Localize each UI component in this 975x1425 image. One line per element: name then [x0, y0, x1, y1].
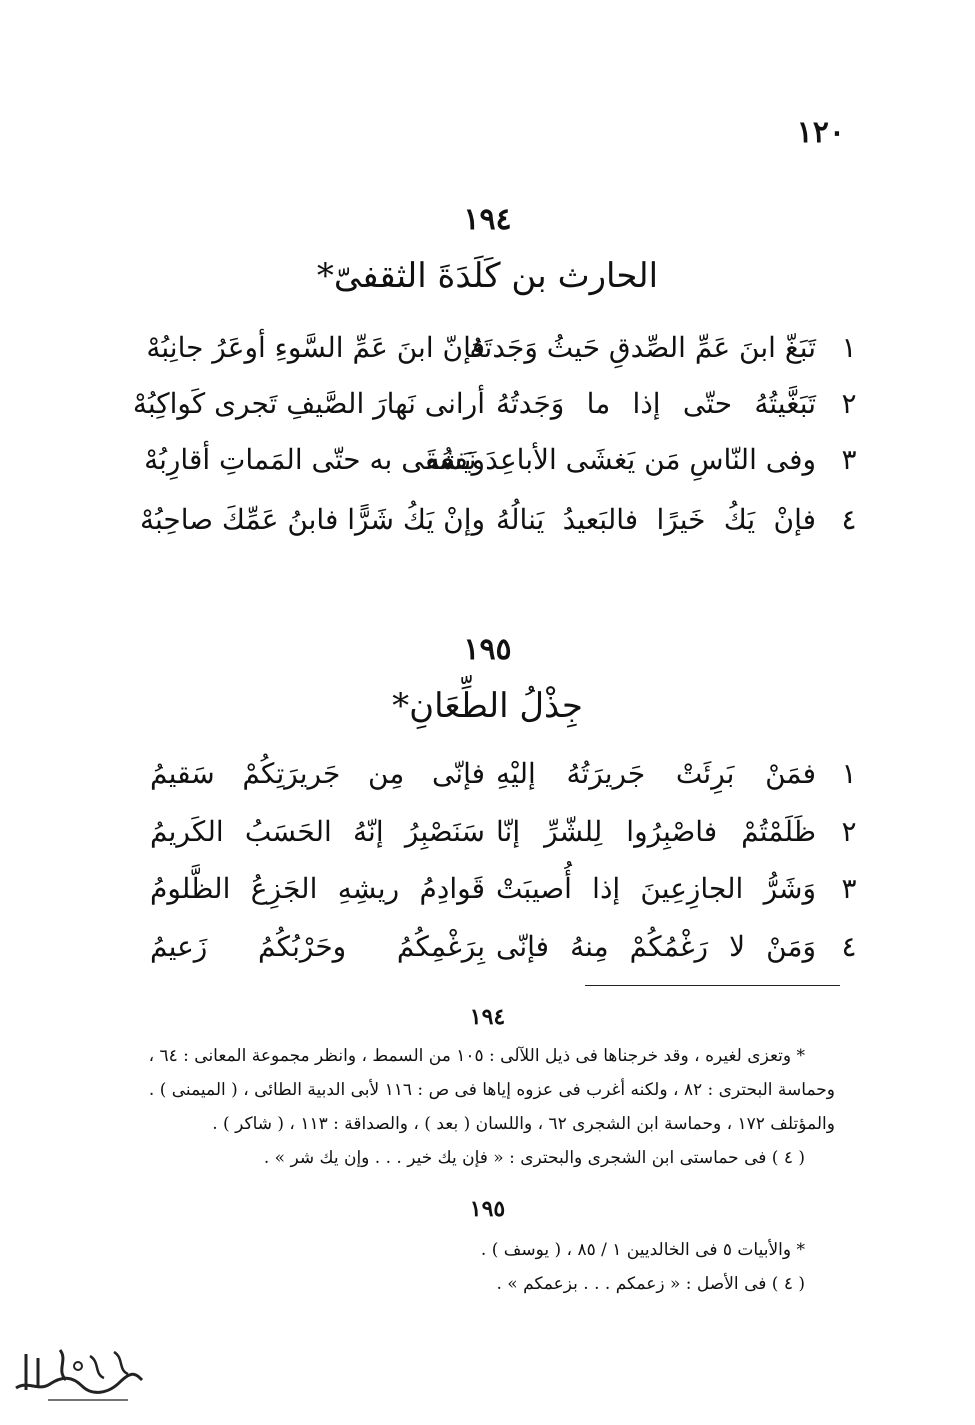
- verse-second-hemistich: فإنّى مِن جَريرَتِكُمْ سَقيمُ: [150, 757, 485, 790]
- footnote-divider: [585, 985, 840, 986]
- verse-number: ٢: [841, 387, 857, 420]
- verse-line: [150, 867, 862, 911]
- verse-second-hemistich: وإنْ يَكُ شَرًّا فابنُ عَمِّكَ صاحِبُهْ: [139, 503, 485, 536]
- verse-second-hemistich: سَنَصْبِرُ إنّهُ الحَسَبُ الكَريمُ: [150, 815, 485, 848]
- footnote-number: ١٩٤: [469, 1004, 506, 1030]
- verse-first-hemistich: وَمَنْ لا رَغْمُكُمْ مِنهُ فإنّى: [496, 930, 816, 963]
- verse-first-hemistich: تَبَغّ ابنَ عَمِّ الصِّدقِ حَيثُ وَجَدتَهُ: [469, 331, 816, 364]
- verse-number: ٤: [841, 503, 857, 536]
- footnote-number: ١٩٥: [469, 1196, 506, 1222]
- verse-line: [132, 382, 862, 426]
- verse-number: ٢: [841, 815, 857, 848]
- poem-title: جِذْلُ الطِّعَانِ*: [392, 686, 583, 726]
- footnote-line: ( ٤ ) فى الأصل : « زعمكم . . . بزعمكم » .: [496, 1274, 805, 1294]
- footnote-line: والمؤتلف ١٧٢ ، وحماسة ابن الشجرى ٦٢ ، واللسان ( بعد ) ، والصداقة : ١١٣ ، ( شاكر ) .: [212, 1114, 835, 1134]
- verse-line: [144, 438, 862, 482]
- footnote-line: وحماسة البحترى : ٨٢ ، ولكنه أغرب فى عزوه إياها فى ص : ١١٦ لأبى الدبية الطائى ، ( الميمنى ) .: [148, 1080, 835, 1100]
- poem-title: الحارث بن كَلَدَةَ الثقفىّ*: [316, 256, 659, 296]
- verse-line: [150, 925, 862, 969]
- verse-number: ١: [841, 757, 857, 790]
- verse-second-hemistich: بِرَغْمِكُمُ وحَرْبُكُمُ زَعيمُ: [150, 930, 485, 963]
- verse-number: ٤: [841, 930, 857, 963]
- verse-line: [146, 326, 862, 370]
- verse-first-hemistich: فمَنْ بَرِئَتْ جَريرَتُهُ إليْهِ: [496, 757, 816, 790]
- verse-number: ١: [841, 331, 857, 364]
- verse-line: [150, 752, 862, 796]
- verse-first-hemistich: ظَلَمْتُمْ فاصْبِرُوا لِلشّرِّ إنّا: [496, 815, 816, 848]
- footnote-line: * والأبيات ٥ فى الخالديين ١ / ٨٥ ، ( يوسف ) .: [480, 1240, 805, 1260]
- verse-number: ٣: [841, 443, 857, 476]
- poem-number: ١٩٥: [463, 632, 512, 667]
- page-number: ١٢٠: [796, 115, 845, 150]
- verse-second-hemistich: قَوادِمُ ريشِهِ الجَزِعُ الظَّلومُ: [150, 872, 485, 905]
- library-seal-logo: [8, 1340, 148, 1410]
- verse-first-hemistich: وَشَرُّ الجازِعِينَ إذا أُصيبَتْ: [496, 872, 816, 905]
- verse-line: [150, 810, 862, 854]
- footnote-line: ( ٤ ) فى حماستى ابن الشجرى والبحترى : « فإن يك خير . . . وإن يك شر » .: [263, 1148, 805, 1168]
- verse-second-hemistich: أرانى نَهارَ الصَّيفِ تَجرى كَواكِبُهْ: [132, 387, 485, 420]
- verse-first-hemistich: وفى النّاسِ مَن يَغشَى الأباعِدَ نَفعُه: [425, 443, 816, 476]
- verse-number: ٣: [841, 872, 857, 905]
- verse-line: [139, 498, 862, 542]
- verse-first-hemistich: فإنْ يَكُ خَيرًا فالبَعيدُ يَنالُهُ: [496, 503, 816, 536]
- footnote-line: * وتعزى لغيره ، وقد خرجناها فى ذيل اللآلى : ١٠٥ من السمط ، وانظر مجموعة المعانى : ٦٤ ،: [148, 1046, 805, 1066]
- poem-number: ١٩٤: [463, 202, 512, 237]
- verse-second-hemistich: فإنّ ابنَ عَمِّ السَّوءِ أوعَرُ جانِبُهْ: [146, 331, 485, 364]
- verse-second-hemistich: ويَشقَى به حتّى المَماتِ أقارِبُهْ: [144, 443, 485, 476]
- verse-first-hemistich: تَبَغَّيتُهُ حتّى إذا ما وَجَدتُهُ: [496, 387, 816, 420]
